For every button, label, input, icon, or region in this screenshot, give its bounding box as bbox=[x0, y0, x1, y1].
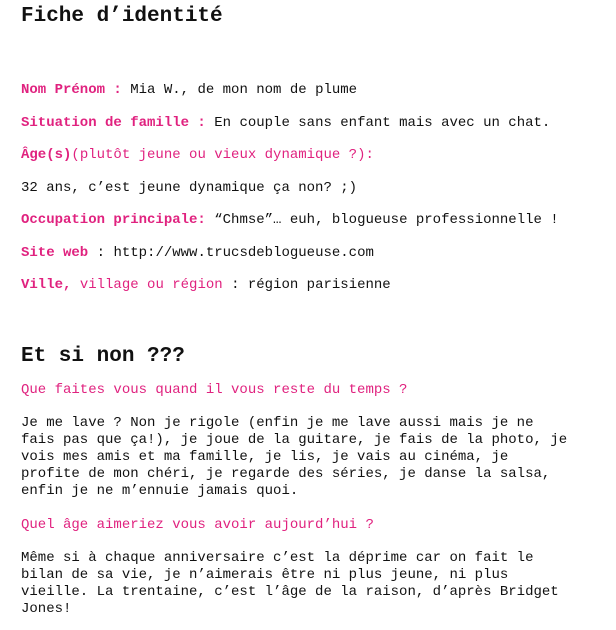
answer-free-time: Je me lave ? Non je rigole (enfin je me lave aussi mais je ne fais pas que ça!), je joue de la guitare, je fais de la photo, je vois mes amis et ma famille, je lis, je vais au cinéma, je profite de mon chéri, je regarde des séries, je danse la salsa, enfin je ne m’ennuie jamais quoi. bbox=[21, 415, 568, 499]
field-name bbox=[21, 82, 357, 99]
field-age-label: Âge(s) bbox=[21, 147, 72, 163]
field-occupation bbox=[21, 212, 559, 229]
field-age-label-extra: (plutôt jeune ou vieux dynamique ?): bbox=[71, 147, 374, 163]
field-website-value[interactable]: http://www.trucsdeblogueuse.com bbox=[113, 245, 374, 261]
question-free-time: Que faites vous quand il vous reste du temps ? bbox=[21, 382, 408, 398]
field-name-value: Mia W., de mon nom de plume bbox=[130, 82, 358, 98]
field-city-separator: : bbox=[231, 277, 240, 293]
field-age-value: 32 ans, c’est jeune dynamique ça non? ;) bbox=[21, 180, 358, 196]
field-family-value: En couple sans enfant mais avec un chat. bbox=[214, 115, 551, 131]
field-age bbox=[21, 147, 374, 164]
field-city-label: Ville, bbox=[21, 277, 72, 293]
field-city-label-extra: village ou région bbox=[79, 277, 223, 293]
field-name-label: Nom Prénom : bbox=[21, 82, 122, 98]
field-website-label: Site web bbox=[21, 245, 89, 261]
field-family bbox=[21, 115, 550, 132]
field-occupation-value: “Chmse”… euh, blogueuse professionnelle ! bbox=[214, 212, 559, 228]
field-family-label: Situation de famille : bbox=[21, 115, 206, 131]
field-website bbox=[21, 245, 374, 262]
answer-ideal-age: Même si à chaque anniversaire c’est la déprime car on fait le bilan de sa vie, je n’aimerais être ni plus jeune, ni plus vieille. La trentaine, c’est l’âge de la raison, d’après Bridget Jones! bbox=[21, 550, 559, 617]
question-ideal-age: Quel âge aimeriez vous avoir aujourd’hui ? bbox=[21, 517, 374, 533]
section-title-otherwise: Et si non ??? bbox=[21, 345, 185, 368]
section-title-identity: Fiche d’identité bbox=[21, 5, 223, 28]
field-city-value: région parisienne bbox=[247, 277, 391, 293]
field-occupation-label: Occupation principale: bbox=[21, 212, 206, 228]
field-website-separator: : bbox=[96, 245, 106, 261]
field-city bbox=[21, 277, 391, 294]
